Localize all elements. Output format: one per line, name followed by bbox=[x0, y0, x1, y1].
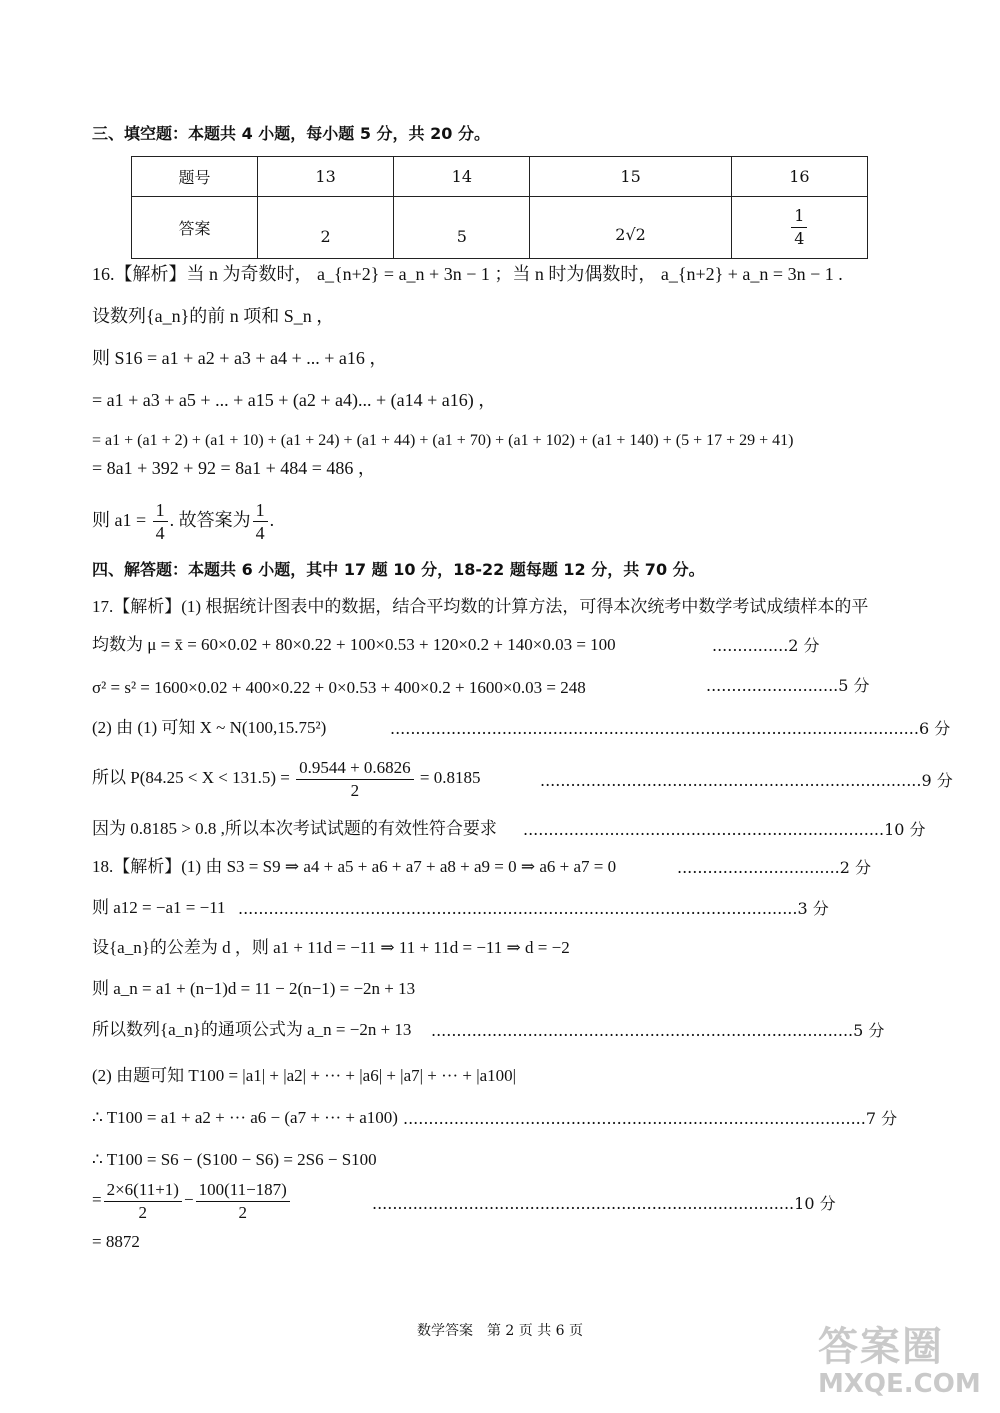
q18-line-9 bbox=[92, 1174, 292, 1226]
q17-l5-num: 0.9544 + 0.6826 bbox=[296, 757, 414, 780]
q18-line-7: ∴ T100 = a1 + a2 + ··· a6 − (a7 + ··· + a100) bbox=[92, 1108, 398, 1127]
q18-l7-points: ...........................................................................................7 分 bbox=[403, 1109, 898, 1128]
page-footer: 数学答案 第 2 页 共 6 页 bbox=[416, 1323, 584, 1339]
q17-l2-points: ...............2 分 bbox=[712, 636, 820, 655]
table-number-16: 16 bbox=[731, 157, 867, 197]
q16-l7-frac2-num: 1 bbox=[253, 499, 268, 522]
section4-title: 四、解答题：本题共 6 小题，其中 17 题 10 分，18-22 题每题 12 分，共 70 分。 bbox=[92, 560, 705, 579]
q18-l9-num2: 100(11−187) bbox=[196, 1179, 290, 1202]
q17-line-2: 均数为 μ = x̄ = 60×0.02 + 80×0.22 + 100×0.53 + 120×0.2 + 140×0.03 = 100 bbox=[92, 635, 616, 654]
section3-title: 三、填空题：本题共 4 小题，每小题 5 分，共 20 分。 bbox=[92, 124, 490, 143]
table-number-14: 14 bbox=[394, 157, 530, 197]
table-answer-label: 答案 bbox=[132, 197, 258, 259]
table-header-label: 题号 bbox=[132, 157, 258, 197]
watermark-logo bbox=[818, 1325, 993, 1407]
q18-line-4: 则 a_n = a1 + (n−1)d = 11 − 2(n−1) = −2n + 13 bbox=[92, 979, 416, 998]
q16-line-3: 则 S16 = a1 + a2 + a3 + a4 + ... + a16 ， bbox=[92, 348, 388, 368]
q16-l7-mid: . 故答案为 bbox=[169, 510, 251, 530]
answer-table bbox=[131, 156, 868, 259]
q18-l2-points: ..............................................................................................................3 分 bbox=[238, 899, 829, 918]
q18-l9-minus: − bbox=[183, 1190, 194, 1209]
q17-line-6: 因为 0.8185 > 0.8 ,所以本次考试试题的有效性符合要求 bbox=[92, 819, 497, 838]
q17-line-4: (2) 由 (1) 可知 X ~ N(100,15.75²) bbox=[92, 718, 327, 737]
q18-line-1: 18.【解析】(1) 由 S3 = S9 ⇒ a4 + a5 + a6 + a7 + a8 + a9 = 0 ⇒ a6 + a7 = 0 bbox=[92, 857, 617, 876]
table-row-numbers bbox=[132, 157, 868, 197]
q18-line-5: 所以数列{a_n}的通项公式为 a_n = −2n + 13 bbox=[92, 1020, 412, 1039]
q18-l9-fraction-1 bbox=[104, 1179, 182, 1224]
q16-line-4: = a1 + a3 + a5 + ... + a15 + (a2 + a4)... + (a14 + a16) ， bbox=[92, 390, 497, 410]
table-number-13: 13 bbox=[258, 157, 394, 197]
q17-l5-fraction bbox=[296, 757, 414, 802]
table-number-15: 15 bbox=[530, 157, 731, 197]
q16-line-6: = 8a1 + 392 + 92 = 8a1 + 484 = 486 ， bbox=[92, 458, 376, 478]
q17-line-5 bbox=[92, 752, 481, 804]
table-answer-16 bbox=[731, 197, 867, 259]
q17-l5-den: 2 bbox=[350, 780, 360, 800]
answer-16-numerator: 1 bbox=[791, 205, 807, 228]
q18-l9-equals: = bbox=[92, 1190, 102, 1209]
q16-l7-prefix: 则 a1 = bbox=[92, 510, 151, 530]
answer-16-denominator: 4 bbox=[794, 229, 805, 248]
q16-l7-fraction-2 bbox=[253, 499, 268, 544]
q18-line-2: 则 a12 = −a1 = −11 bbox=[92, 898, 226, 917]
q17-line-3: σ² = s² = 1600×0.02 + 400×0.22 + 0×0.53 + 400×0.2 + 1600×0.03 = 248 bbox=[92, 678, 586, 697]
q18-l5-points: ...................................................................................5 分 bbox=[431, 1021, 885, 1040]
q16-l7-frac2-den: 4 bbox=[255, 523, 265, 544]
q18-line-10: = 8872 bbox=[92, 1232, 140, 1251]
q18-l9-num1: 2×6(11+1) bbox=[104, 1179, 182, 1202]
q16-l7-fraction-1 bbox=[153, 499, 168, 544]
q18-l9-fraction-2 bbox=[196, 1179, 290, 1224]
table-row-answers bbox=[132, 197, 868, 259]
q18-line-8: ∴ T100 = S6 − (S100 − S6) = 2S6 − S100 bbox=[92, 1150, 377, 1169]
q16-line-5: = a1 + (a1 + 2) + (a1 + 10) + (a1 + 24) + (a1 + 44) + (a1 + 70) + (a1 + 102) + (a1 + 140) + (5 + 17 + 29 + 41) bbox=[92, 432, 794, 449]
q18-l1-points: ................................2 分 bbox=[677, 858, 872, 877]
table-answer-13: 2 bbox=[258, 197, 394, 259]
q16-l7-frac1-den: 4 bbox=[155, 523, 165, 544]
q16-line-7 bbox=[92, 496, 274, 544]
table-answer-14: 5 bbox=[394, 197, 530, 259]
q17-l5-points: ...........................................................................9 分 bbox=[540, 771, 953, 790]
q17-l5-prefix: 所以 P(84.25 < X < 131.5) = bbox=[92, 768, 295, 787]
q16-line-2: 设数列{a_n}的前 n 项和 S_n ， bbox=[92, 306, 335, 326]
table-answer-15: 2√2 bbox=[530, 197, 731, 259]
q18-line-3: 设{a_n}的公差为 d ，则 a1 + 11d = −11 ⇒ 11 + 11d = −11 ⇒ d = −2 bbox=[92, 938, 570, 957]
q18-line-6: (2) 由题可知 T100 = |a1| + |a2| + ··· + |a6| + |a7| + ··· + |a100| bbox=[92, 1066, 517, 1085]
q17-l6-points: .......................................................................10 分 bbox=[523, 820, 926, 839]
watermark-line-2: MXQE.COM bbox=[818, 1369, 981, 1399]
q16-l7-end: . bbox=[269, 510, 275, 530]
q18-l9-points: ...................................................................................10 分 bbox=[372, 1194, 836, 1213]
q17-line-1: 17.【解析】(1) 根据统计图表中的数据，结合平均数的计算方法，可得本次统考中数学考试成绩样本的平 bbox=[92, 597, 869, 616]
q16-line-1: 16.【解析】当 n 为奇数时， a_{n+2} = a_n + 3n − 1 ；当 n 时为偶数时， a_{n+2} + a_n = 3n − 1 . bbox=[92, 264, 843, 284]
q18-l9-den2: 2 bbox=[238, 1202, 247, 1222]
q17-l5-suffix: = 0.8185 bbox=[415, 768, 481, 787]
q17-l4-points: ........................................................................................................6 分 bbox=[390, 719, 951, 738]
answer-16-fraction bbox=[791, 205, 807, 250]
watermark-line-1: 答案圈 bbox=[818, 1324, 944, 1370]
q18-l9-den1: 2 bbox=[138, 1202, 148, 1222]
q17-l3-points: ..........................5 分 bbox=[706, 676, 870, 695]
q16-l7-frac1-num: 1 bbox=[153, 499, 168, 522]
